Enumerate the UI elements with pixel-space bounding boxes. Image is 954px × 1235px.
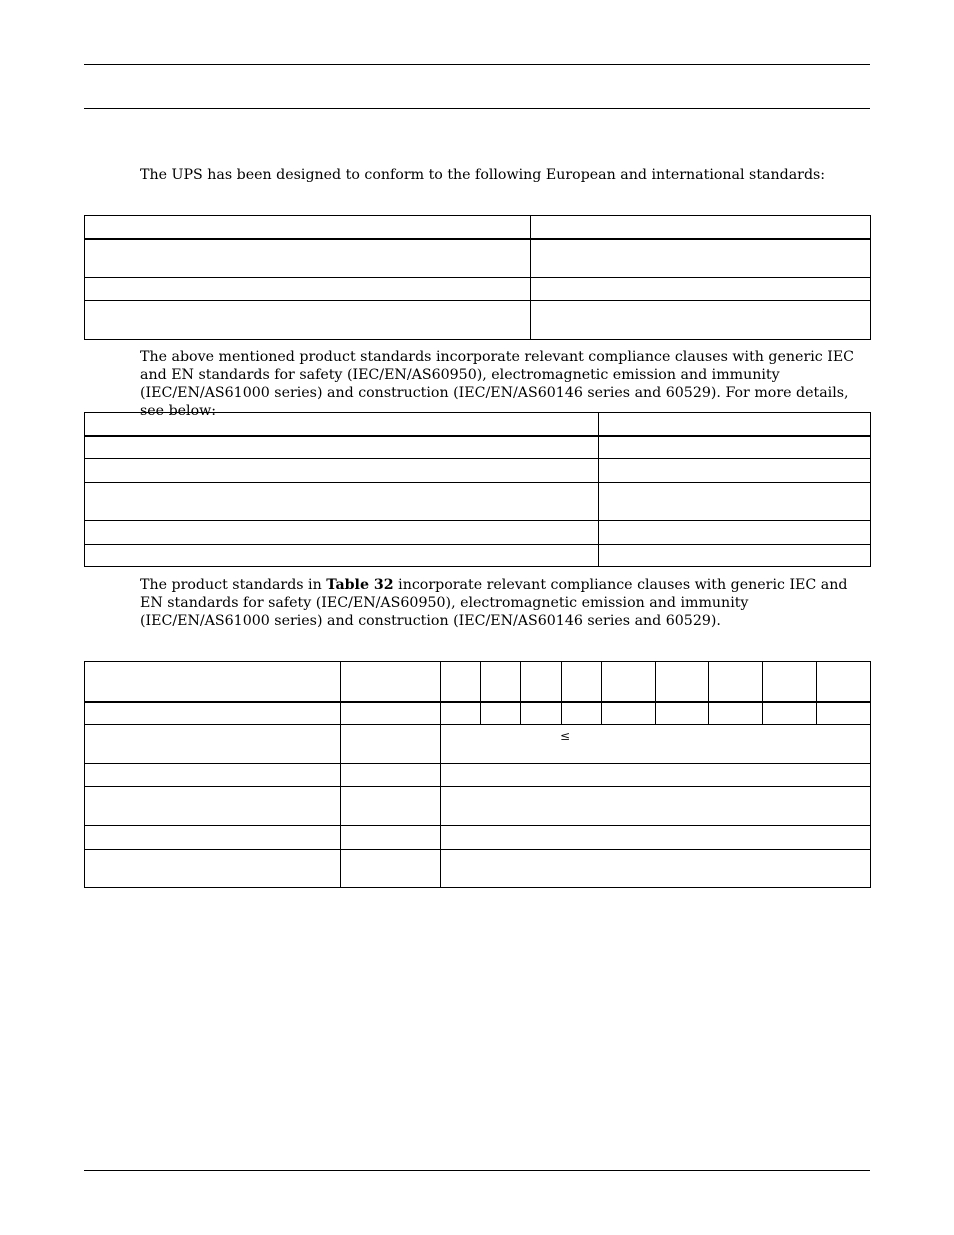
- table-cell: [85, 436, 599, 459]
- paragraph-text-end: incorporate relevant compliance clauses with generic IEC and EN standards for safety (IEC/EN/AS60950), electromagnetic emission and immunity (IEC/EN/AS61000 series) and construction (IEC/EN/AS60146 series and 60529).: [140, 577, 848, 629]
- table-row: [85, 436, 871, 459]
- table-cell: [441, 702, 481, 725]
- table-row: [85, 850, 871, 888]
- table-cell: [85, 216, 531, 239]
- table-cell: [602, 702, 656, 725]
- table-cell: [481, 662, 521, 702]
- table-cell: [85, 301, 531, 340]
- table-cell: [656, 662, 709, 702]
- table-cell: [709, 702, 763, 725]
- table-cell: [85, 764, 341, 787]
- table-row: [85, 826, 871, 850]
- table-cell: [85, 239, 531, 278]
- table-cell: [599, 436, 871, 459]
- table-cell: [341, 764, 441, 787]
- table-cell: [521, 662, 562, 702]
- header-rule-top: [84, 64, 870, 65]
- table-cell: [562, 702, 602, 725]
- table-cell: [562, 662, 602, 702]
- table-header-row: [85, 413, 871, 436]
- compliance-paragraph: The above mentioned product standards incorporate relevant compliance clauses with generic IEC and EN standards for safety (IEC/EN/AS60950), electromagnetic emission and immunity (IEC/EN/AS61000 series) and construction (IEC/EN/AS60146 series and 60529). For more details, see below:: [140, 349, 855, 419]
- table-cell: [85, 662, 341, 702]
- table-cell: [85, 787, 341, 826]
- table-cell: [85, 545, 599, 567]
- table-cell: [481, 702, 521, 725]
- table-cell: [763, 662, 817, 702]
- table-cell: [599, 459, 871, 483]
- table-row: [85, 702, 871, 725]
- leq-symbol: ≤: [560, 729, 571, 743]
- table-cell: [441, 850, 871, 888]
- table-cell: [341, 702, 441, 725]
- table-cell: [441, 826, 871, 850]
- table-cell: [599, 521, 871, 545]
- table-cell: [531, 301, 871, 340]
- table-cell: [85, 521, 599, 545]
- table-cell: [441, 662, 481, 702]
- table-cell: [85, 483, 599, 521]
- table-header-row: [85, 216, 871, 239]
- table-row: [85, 545, 871, 567]
- table-row: [85, 521, 871, 545]
- table-cell: [441, 764, 871, 787]
- table-row: [85, 725, 871, 764]
- table-cell: [85, 413, 599, 436]
- table-row: [85, 459, 871, 483]
- table-cell: [817, 662, 871, 702]
- table-cell: [599, 545, 871, 567]
- paragraph-text-start: The product standards in: [140, 577, 327, 593]
- table-cell: [341, 662, 441, 702]
- generic-standards-table: [84, 412, 871, 567]
- table-cell: [531, 239, 871, 278]
- table-cell: [531, 278, 871, 301]
- table-cell: [602, 662, 656, 702]
- header-rule-bottom: [84, 108, 870, 109]
- table-cell: [85, 725, 341, 764]
- table-cell: [341, 725, 441, 764]
- table-row: [85, 787, 871, 826]
- table-cell: [763, 702, 817, 725]
- table-header-row: [85, 662, 871, 702]
- table-cell: [656, 702, 709, 725]
- table-cell: [599, 413, 871, 436]
- table-cell: [521, 702, 562, 725]
- table-cell: [599, 483, 871, 521]
- table-cell: [441, 787, 871, 826]
- table-cell: [85, 826, 341, 850]
- table-row: [85, 764, 871, 787]
- table-cell: [85, 278, 531, 301]
- table-row: [85, 239, 871, 278]
- standards-table: [84, 215, 871, 340]
- footer-rule: [84, 1170, 870, 1171]
- table-cell: [341, 787, 441, 826]
- table-reference: Table 32: [326, 577, 394, 593]
- table-row: [85, 483, 871, 521]
- product-standards-paragraph: [140, 576, 870, 630]
- table-cell: [817, 702, 871, 725]
- table-cell: [341, 826, 441, 850]
- intro-paragraph: The UPS has been designed to conform to the following European and international standards:: [140, 167, 826, 183]
- table-cell: [85, 702, 341, 725]
- table-cell: [85, 850, 341, 888]
- table-cell: [531, 216, 871, 239]
- compliance-matrix-table: [84, 661, 871, 888]
- table-row: [85, 301, 871, 340]
- table-cell: [85, 459, 599, 483]
- table-cell: [341, 850, 441, 888]
- table-cell: [441, 725, 871, 764]
- table-row: [85, 278, 871, 301]
- table-cell: [709, 662, 763, 702]
